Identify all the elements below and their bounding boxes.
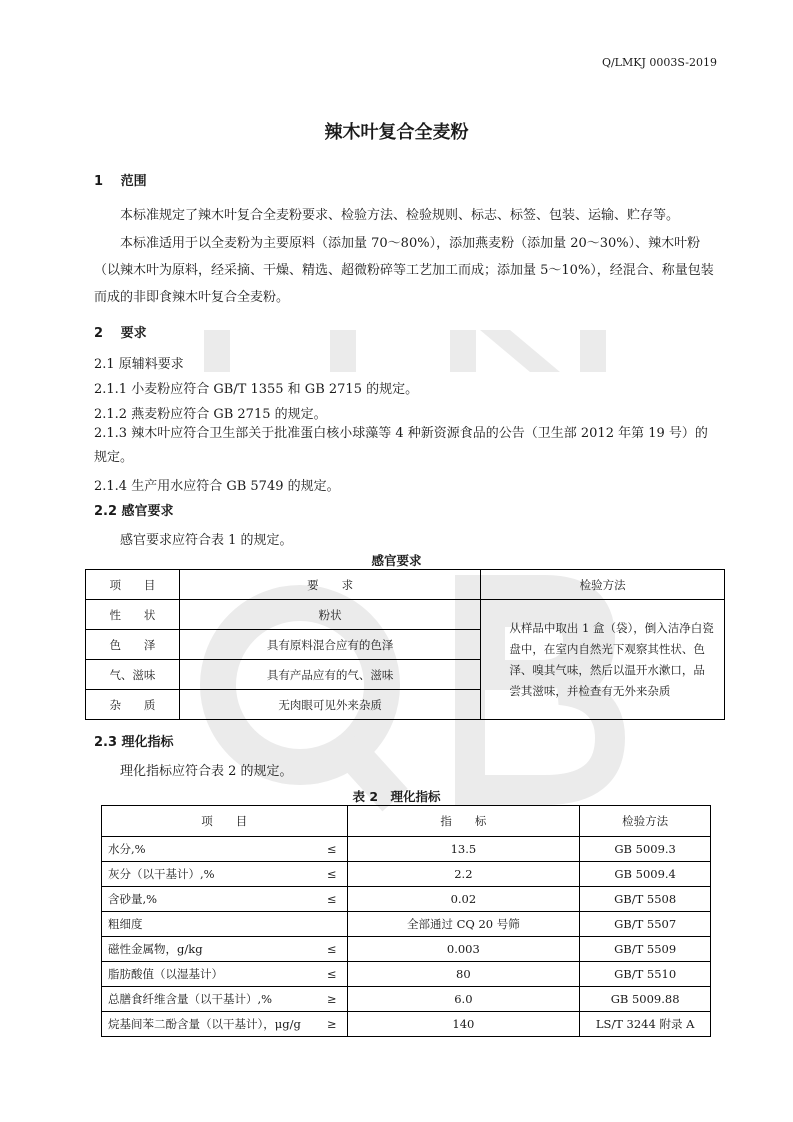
section-1-paragraph-2: 本标准适用于以全麦粉为主要原料（添加量 70～80%），添加燕麦粉（添加量 20～30%）、辣木叶粉（以辣木叶为原料，经采摘、干燥、精选、超微粉碎等工艺加工而成；添加量 5～10%），经混合、称量包装而成的非即食辣木叶复合全麦粉。 (94, 236, 714, 305)
table-1-requirement: 粉状 (179, 600, 480, 630)
table-2-value: 13.5 (347, 837, 580, 862)
watermark-bar-4 (480, 330, 560, 372)
section-2-3-heading: 2.3 理化指标 (94, 735, 174, 750)
table-2-method: GB 5009.88 (580, 987, 711, 1012)
watermark-bar-2 (330, 330, 356, 372)
table-2-value: 0.02 (347, 887, 580, 912)
section-2-1-3: 2.1.3 辣木叶应符合卫生部关于批准蛋白核小球藻等 4 种新资源食品的公告（卫生部 2012 年第 19 号）的规定。 (94, 426, 708, 465)
section-1-heading: 1 范围 (94, 174, 147, 189)
table-1-header-requirement: 要 求 (179, 570, 480, 600)
table-2-header-method: 检验方法 (580, 806, 711, 837)
table-2-header-item: 项 目 (102, 806, 348, 837)
table-2-item: 水分,% (102, 837, 313, 862)
table-row (102, 912, 711, 937)
section-2-1-1: 2.1.1 小麦粉应符合 GB/T 1355 和 GB 2715 的规定。 (94, 382, 419, 397)
table-row (102, 1012, 711, 1037)
table-2-symbol: ≤ (313, 937, 347, 962)
watermark-bar-3 (450, 330, 476, 372)
table-2-header-value: 指 标 (347, 806, 580, 837)
table-2-symbol: ≥ (313, 1012, 347, 1037)
table-1-method: 从样品中取出 1 盒（袋），倒入洁净白瓷盘中，在室内自然光下观察其性状、色泽、嗅其气味，然后以温开水漱口，品尝其滋味，并检查有无外来杂质 (481, 600, 725, 720)
table-2-item: 灰分（以干基计）,% (102, 862, 313, 887)
section-2-1-4: 2.1.4 生产用水应符合 GB 5749 的规定。 (94, 479, 340, 494)
table-1-sensory (85, 569, 725, 720)
table-2-physicochemical (101, 805, 711, 1037)
section-2-3-paragraph: 理化指标应符合表 2 的规定。 (120, 764, 293, 779)
table-1-item: 性 状 (86, 600, 180, 630)
table-2-method: GB/T 5510 (580, 962, 711, 987)
table-row (102, 862, 711, 887)
table-1-caption: 感官要求 (371, 553, 422, 568)
table-row (86, 600, 725, 630)
table-2-header-row (102, 806, 711, 837)
table-2-method: GB 5009.4 (580, 862, 711, 887)
table-2-symbol: ≥ (313, 987, 347, 1012)
table-2-value: 6.0 (347, 987, 580, 1012)
table-2-value: 全部通过 CQ 20 号筛 (347, 912, 580, 937)
table-1-requirement: 具有原料混合应有的色泽 (179, 630, 480, 660)
table-1-requirement: 无肉眼可见外来杂质 (179, 690, 480, 720)
table-2-method: GB/T 5508 (580, 887, 711, 912)
document-number: Q/LMKJ 0003S-2019 (601, 56, 717, 69)
table-1-item: 杂 质 (86, 690, 180, 720)
table-1-item: 气、滋味 (86, 660, 180, 690)
table-2-item: 粗细度 (102, 912, 313, 937)
table-2-value: 80 (347, 962, 580, 987)
section-2-1: 2.1 原辅料要求 (94, 357, 184, 372)
section-2-2-paragraph: 感官要求应符合表 1 的规定。 (120, 533, 293, 548)
section-2-1-2: 2.1.2 燕麦粉应符合 GB 2715 的规定。 (94, 407, 327, 422)
section-2-2-heading: 2.2 感官要求 (94, 504, 174, 519)
table-2-symbol: ≤ (313, 887, 347, 912)
table-2-item: 烷基间苯二酚含量（以干基计），μg/g (102, 1012, 313, 1037)
table-2-value: 0.003 (347, 937, 580, 962)
table-2-symbol: ≤ (313, 962, 347, 987)
section-2-heading: 2 要求 (94, 326, 147, 341)
watermark-bar-5 (580, 330, 606, 372)
document-title: 辣木叶复合全麦粉 (324, 122, 469, 143)
table-2-value: 2.2 (347, 862, 580, 887)
table-2-method: GB/T 5507 (580, 912, 711, 937)
table-row (102, 962, 711, 987)
watermark-bar-1 (204, 330, 230, 372)
table-1-header-item: 项 目 (86, 570, 180, 600)
table-2-item: 磁性金属物，g/kg (102, 937, 313, 962)
table-row (102, 987, 711, 1012)
table-row (102, 837, 711, 862)
table-row (102, 887, 711, 912)
table-2-symbol: ≤ (313, 862, 347, 887)
table-2-symbol: ≤ (313, 837, 347, 862)
table-2-item: 含砂量,% (102, 887, 313, 912)
table-2-method: GB 5009.3 (580, 837, 711, 862)
table-2-value: 140 (347, 1012, 580, 1037)
section-1-paragraph-1: 本标准规定了辣木叶复合全麦粉要求、检验方法、检验规则、标志、标签、包装、运输、贮存等。 (120, 208, 680, 223)
table-2-method: GB/T 5509 (580, 937, 711, 962)
table-row (102, 937, 711, 962)
table-1-header-method: 检验方法 (481, 570, 725, 600)
table-1-item: 色 泽 (86, 630, 180, 660)
table-2-caption: 表 2 理化指标 (352, 789, 441, 804)
table-2-item: 总膳食纤维含量（以干基计）,% (102, 987, 313, 1012)
table-1-header-row (86, 570, 725, 600)
table-1-requirement: 具有产品应有的气、滋味 (179, 660, 480, 690)
table-2-method: LS/T 3244 附录 A (580, 1012, 711, 1037)
table-2-symbol (313, 912, 347, 937)
table-2-item: 脂肪酸值（以湿基计） (102, 962, 313, 987)
